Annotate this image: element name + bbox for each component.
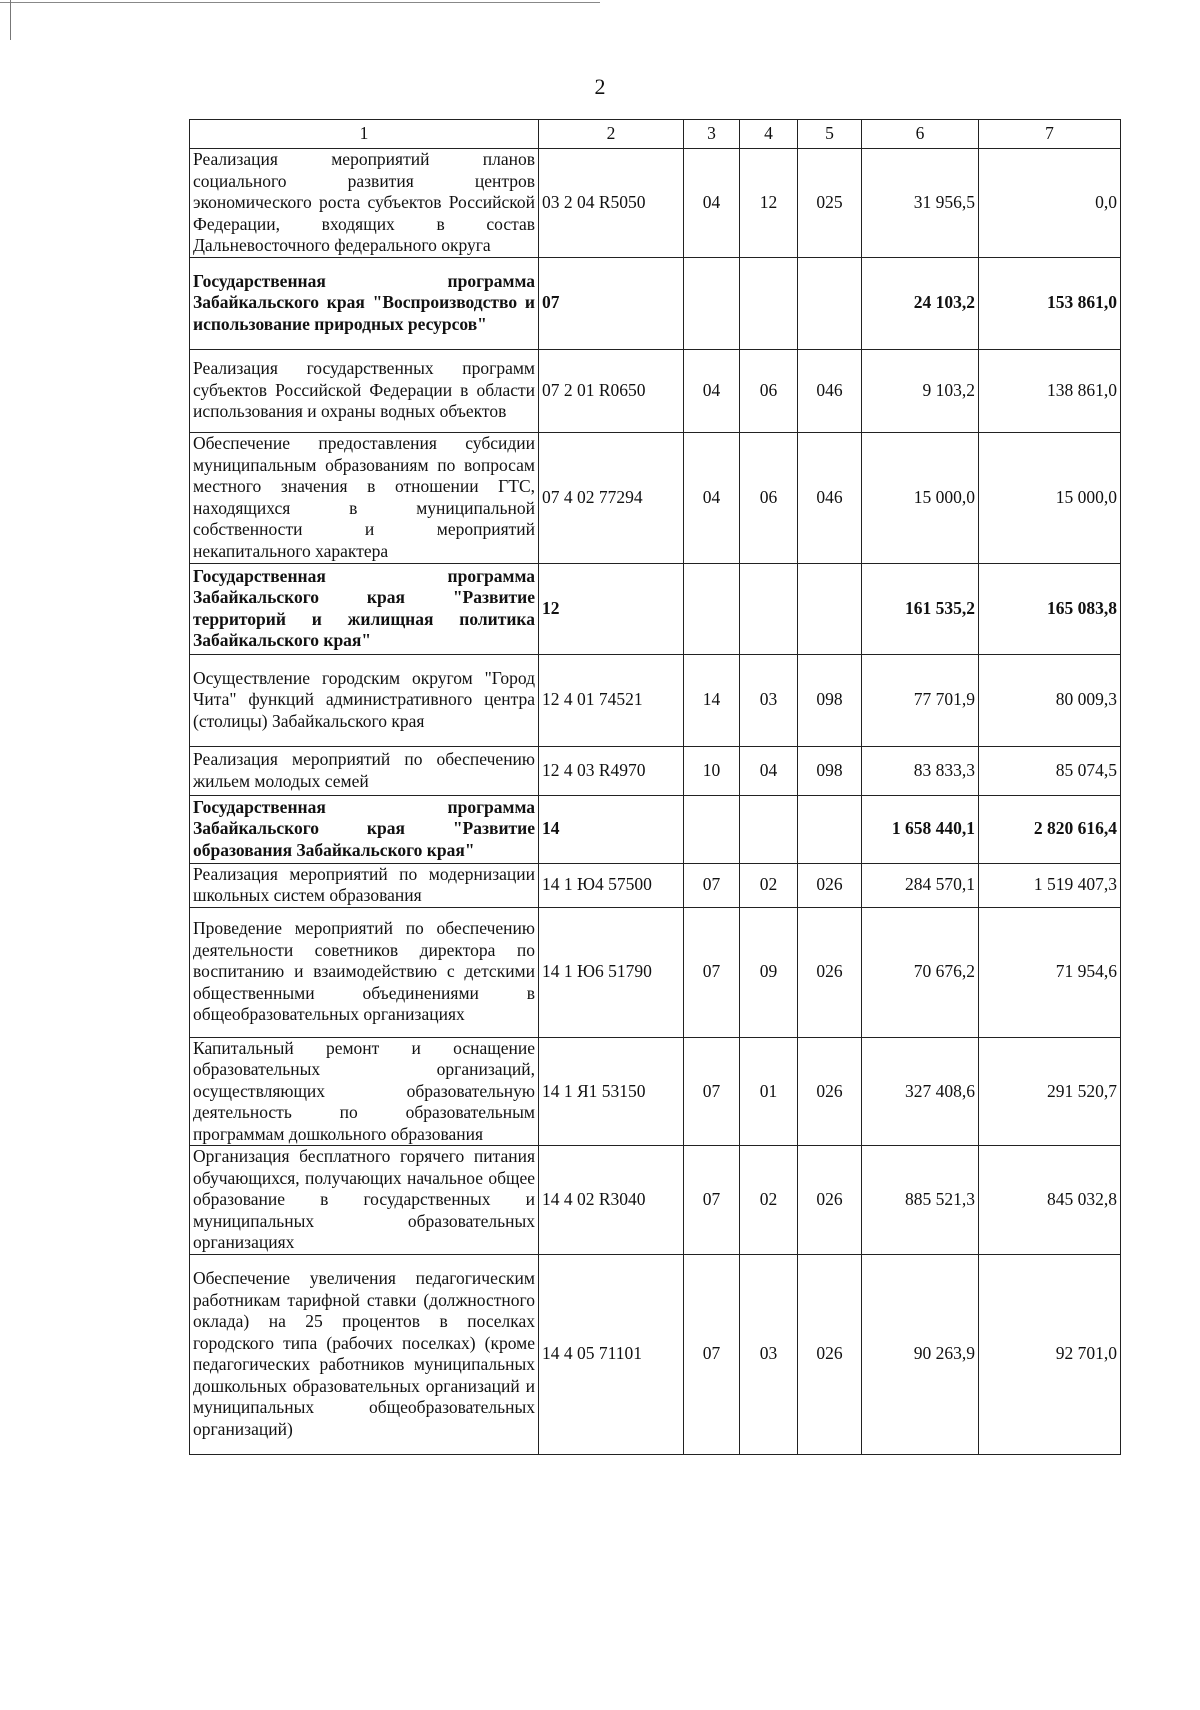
amount-year-1: 161 535,2 bbox=[862, 563, 979, 654]
expense-type-code: 098 bbox=[798, 746, 862, 795]
amount-year-2: 92 701,0 bbox=[979, 1254, 1121, 1454]
amount-year-1: 83 833,3 bbox=[862, 746, 979, 795]
section-code: 04 bbox=[684, 149, 740, 258]
subsection-code bbox=[740, 563, 798, 654]
column-header: 7 bbox=[979, 120, 1121, 149]
classification-code: 14 4 02 R3040 bbox=[539, 1146, 684, 1255]
row-name: Реализация мероприятий по обеспечению жильем молодых семей bbox=[190, 746, 539, 795]
subsection-code: 02 bbox=[740, 863, 798, 907]
amount-year-1: 31 956,5 bbox=[862, 149, 979, 258]
subsection-code: 04 bbox=[740, 746, 798, 795]
classification-code: 14 1 Ю4 57500 bbox=[539, 863, 684, 907]
section-code: 04 bbox=[684, 432, 740, 563]
row-name: Государственная программа Забайкальского края "Развитие образования Забайкальского края" bbox=[190, 795, 539, 863]
column-header: 2 bbox=[539, 120, 684, 149]
amount-year-2: 1 519 407,3 bbox=[979, 863, 1121, 907]
classification-code: 12 4 03 R4970 bbox=[539, 746, 684, 795]
amount-year-1: 24 103,2 bbox=[862, 257, 979, 349]
classification-code: 03 2 04 R5050 bbox=[539, 149, 684, 258]
section-code bbox=[684, 795, 740, 863]
subsection-code: 03 bbox=[740, 654, 798, 746]
scan-edge-mark bbox=[10, 0, 11, 40]
expense-type-code: 026 bbox=[798, 1146, 862, 1255]
row-name: Капитальный ремонт и оснащение образовательных организаций, осуществляющих образовательную деятельность по образовательным программам дошкольного образования bbox=[190, 1037, 539, 1146]
header-row bbox=[190, 120, 1121, 149]
classification-code: 14 bbox=[539, 795, 684, 863]
section-code: 07 bbox=[684, 907, 740, 1037]
table-row bbox=[190, 907, 1121, 1037]
amount-year-2: 80 009,3 bbox=[979, 654, 1121, 746]
expense-type-code: 025 bbox=[798, 149, 862, 258]
amount-year-1: 70 676,2 bbox=[862, 907, 979, 1037]
classification-code: 07 bbox=[539, 257, 684, 349]
expense-type-code bbox=[798, 257, 862, 349]
expense-type-code: 026 bbox=[798, 1254, 862, 1454]
column-header: 6 bbox=[862, 120, 979, 149]
amount-year-1: 15 000,0 bbox=[862, 432, 979, 563]
table-row bbox=[190, 795, 1121, 863]
amount-year-1: 9 103,2 bbox=[862, 349, 979, 432]
classification-code: 14 1 Я1 53150 bbox=[539, 1037, 684, 1146]
amount-year-2: 85 074,5 bbox=[979, 746, 1121, 795]
expense-type-code: 026 bbox=[798, 863, 862, 907]
row-name: Государственная программа Забайкальского края "Развитие территорий и жилищная политика Забайкальского края" bbox=[190, 563, 539, 654]
section-code: 07 bbox=[684, 1037, 740, 1146]
subsection-code: 01 bbox=[740, 1037, 798, 1146]
classification-code: 12 4 01 74521 bbox=[539, 654, 684, 746]
row-name: Осуществление городским округом "Город Чита" функций административного центра (столицы) Забайкальского края bbox=[190, 654, 539, 746]
table-row bbox=[190, 432, 1121, 563]
section-code: 10 bbox=[684, 746, 740, 795]
budget-table bbox=[189, 119, 1121, 1455]
amount-year-2: 71 954,6 bbox=[979, 907, 1121, 1037]
row-name: Обеспечение увеличения педагогическим работникам тарифной ставки (должностного оклада) на 25 процентов в поселках городского типа (рабочих поселках) (кроме педагогических работников муниципальных дошкольных образовательных организаций и муниципальных общеобразовательных организаций) bbox=[190, 1254, 539, 1454]
section-code bbox=[684, 563, 740, 654]
row-name: Проведение мероприятий по обеспечению деятельности советников директора по воспитанию и взаимодействию с детскими общественными объединениями в общеобразовательных организациях bbox=[190, 907, 539, 1037]
amount-year-2: 165 083,8 bbox=[979, 563, 1121, 654]
table-row bbox=[190, 746, 1121, 795]
subsection-code: 06 bbox=[740, 432, 798, 563]
page-number: 2 bbox=[594, 74, 606, 99]
amount-year-2: 15 000,0 bbox=[979, 432, 1121, 563]
amount-year-1: 885 521,3 bbox=[862, 1146, 979, 1255]
section-code: 14 bbox=[684, 654, 740, 746]
amount-year-1: 90 263,9 bbox=[862, 1254, 979, 1454]
section-code bbox=[684, 257, 740, 349]
subsection-code bbox=[740, 795, 798, 863]
expense-type-code bbox=[798, 563, 862, 654]
expense-type-code: 046 bbox=[798, 432, 862, 563]
table-row bbox=[190, 349, 1121, 432]
table-row bbox=[190, 1146, 1121, 1255]
subsection-code: 12 bbox=[740, 149, 798, 258]
subsection-code bbox=[740, 257, 798, 349]
expense-type-code bbox=[798, 795, 862, 863]
expense-type-code: 026 bbox=[798, 907, 862, 1037]
row-name: Реализация мероприятий планов социального развития центров экономического роста субъектов Российской Федерации, входящих в состав Дальневосточного федерального округа bbox=[190, 149, 539, 258]
section-code: 04 bbox=[684, 349, 740, 432]
classification-code: 07 2 01 R0650 bbox=[539, 349, 684, 432]
amount-year-1: 327 408,6 bbox=[862, 1037, 979, 1146]
table-row bbox=[190, 1254, 1121, 1454]
subsection-code: 03 bbox=[740, 1254, 798, 1454]
row-name: Обеспечение предоставления субсидии муниципальным образованиям по вопросам местного значения в отношении ГТС, находящихся в муниципальной собственности и мероприятий некапитального характера bbox=[190, 432, 539, 563]
table-row bbox=[190, 257, 1121, 349]
amount-year-2: 2 820 616,4 bbox=[979, 795, 1121, 863]
amount-year-2: 0,0 bbox=[979, 149, 1121, 258]
classification-code: 07 4 02 77294 bbox=[539, 432, 684, 563]
expense-type-code: 026 bbox=[798, 1037, 862, 1146]
section-code: 07 bbox=[684, 1254, 740, 1454]
row-name: Реализация государственных программ субъектов Российской Федерации в области использования и охраны водных объектов bbox=[190, 349, 539, 432]
amount-year-2: 153 861,0 bbox=[979, 257, 1121, 349]
table-row bbox=[190, 563, 1121, 654]
table-row bbox=[190, 863, 1121, 907]
scan-edge-line bbox=[0, 2, 600, 3]
column-header: 4 bbox=[740, 120, 798, 149]
amount-year-1: 77 701,9 bbox=[862, 654, 979, 746]
table-row bbox=[190, 1037, 1121, 1146]
amount-year-1: 284 570,1 bbox=[862, 863, 979, 907]
table-row bbox=[190, 654, 1121, 746]
column-header: 1 bbox=[190, 120, 539, 149]
table-row bbox=[190, 149, 1121, 258]
section-code: 07 bbox=[684, 1146, 740, 1255]
column-header: 3 bbox=[684, 120, 740, 149]
row-name: Государственная программа Забайкальского края "Воспроизводство и использование природных ресурсов" bbox=[190, 257, 539, 349]
amount-year-1: 1 658 440,1 bbox=[862, 795, 979, 863]
subsection-code: 02 bbox=[740, 1146, 798, 1255]
section-code: 07 bbox=[684, 863, 740, 907]
classification-code: 14 4 05 71101 bbox=[539, 1254, 684, 1454]
expense-type-code: 046 bbox=[798, 349, 862, 432]
amount-year-2: 291 520,7 bbox=[979, 1037, 1121, 1146]
classification-code: 12 bbox=[539, 563, 684, 654]
row-name: Организация бесплатного горячего питания обучающихся, получающих начальное общее образование в государственных и муниципальных образовательных организациях bbox=[190, 1146, 539, 1255]
expense-type-code: 098 bbox=[798, 654, 862, 746]
row-name: Реализация мероприятий по модернизации школьных систем образования bbox=[190, 863, 539, 907]
amount-year-2: 138 861,0 bbox=[979, 349, 1121, 432]
classification-code: 14 1 Ю6 51790 bbox=[539, 907, 684, 1037]
amount-year-2: 845 032,8 bbox=[979, 1146, 1121, 1255]
subsection-code: 09 bbox=[740, 907, 798, 1037]
column-header: 5 bbox=[798, 120, 862, 149]
table-body bbox=[190, 149, 1121, 1455]
subsection-code: 06 bbox=[740, 349, 798, 432]
